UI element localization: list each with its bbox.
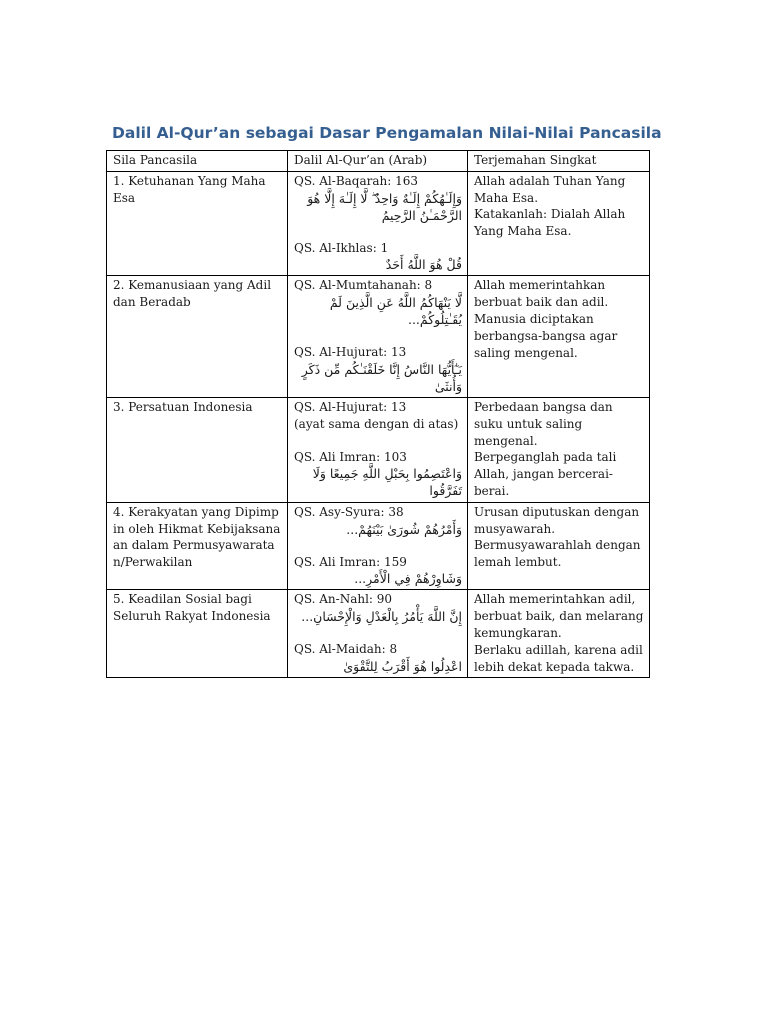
sila-cell: 1. Ketuhanan Yang Maha Esa: [107, 171, 288, 276]
verse-note: (ayat sama dengan di atas): [294, 416, 459, 431]
translation-text: Urusan diputuskan dengan musyawarah.: [474, 504, 640, 536]
sila-cell: 4. Kerakyatan yang Dipimpin oleh Hikmat Kebijaksanaan dalam Permusyawaratan/Perwakilan: [107, 502, 288, 590]
translation-text: Allah adalah Tuhan Yang Maha Esa.: [474, 173, 626, 205]
page-title: Dalil Al-Qur’an sebagai Dasar Pengamalan Nilai-Nilai Pancasila: [112, 124, 662, 142]
dalil-cell: [288, 502, 468, 590]
sila-cell: 3. Persatuan Indonesia: [107, 397, 288, 502]
arabic-verse: وَأَمْرُهُمْ شُورَىٰ بَيْنَهُمْ...: [346, 521, 462, 537]
arabic-verse: قُلْ هُوَ اللَّهُ أَحَدٌ: [385, 257, 462, 273]
translation-text: Katakanlah: Dialah Allah Yang Maha Esa.: [474, 207, 626, 239]
table-row: [107, 590, 650, 678]
translation-text: Allah memerintahkan berbuat baik dan adil.: [474, 278, 609, 310]
dalil-cell: [288, 590, 468, 678]
translation-text: Manusia diciptakan berbangsa-bangsa agar saling mengenal.: [474, 311, 618, 360]
verse-reference: QS. Ali Imran: 103: [294, 449, 407, 464]
header-sila: Sila Pancasila: [107, 151, 288, 172]
sila-cell: 5. Keadilan Sosial bagi Seluruh Rakyat Indonesia: [107, 590, 288, 678]
sila-cell: 2. Kemanusiaan yang Adil dan Beradab: [107, 276, 288, 398]
arabic-verse: وَإِلَـٰهُكُمْ إِلَـٰهٌ وَاحِدٌ ۖ لَّا إِلَـٰهَ إِلَّا هُوَ الرَّحْمَـٰنُ الرَّحِيمُ: [307, 190, 462, 223]
table-row: [107, 397, 650, 502]
dalil-cell: [288, 276, 468, 398]
dalil-cell: [288, 171, 468, 276]
table-header-row: [107, 151, 650, 172]
arabic-verse: إِنَّ اللَّهَ يَأْمُرُ بِالْعَدْلِ وَالْإِحْسَانِ...: [301, 609, 462, 625]
verse-reference: QS. Al-Maidah: 8: [294, 642, 398, 657]
header-dalil: Dalil Al-Qur’an (Arab): [288, 151, 468, 172]
translation-text: Allah memerintahkan adil, berbuat baik, dan melarang kemungkaran.: [474, 592, 644, 640]
terjemahan-cell: [468, 397, 650, 502]
verse-reference: QS. Al-Hujurat: 13: [294, 345, 407, 360]
table-row: [107, 502, 650, 590]
arabic-verse: لَّا يَنْهَاكُمُ اللَّهُ عَنِ الَّذِينَ لَمْ يُقَـٰتِلُوكُمْ...: [329, 295, 462, 328]
pancasila-table: [106, 150, 650, 678]
translation-text: Perbedaan bangsa dan suku untuk saling mengenal.: [474, 399, 613, 448]
translation-text: Berlaku adillah, karena adil lebih dekat kepada takwa.: [474, 642, 643, 674]
dalil-cell: [288, 397, 468, 502]
verse-reference: QS. Al-Ikhlas: 1: [294, 240, 389, 255]
terjemahan-cell: [468, 171, 650, 276]
header-terjemahan: Terjemahan Singkat: [468, 151, 650, 172]
table-row: [107, 171, 650, 276]
arabic-verse: وَاعْتَصِمُوا بِحَبْلِ اللَّهِ جَمِيعًا وَلَا تَفَرَّقُوا: [312, 466, 462, 499]
terjemahan-cell: [468, 590, 650, 678]
translation-text: Bermusyawarahlah dengan lemah lembut.: [474, 538, 641, 570]
terjemahan-cell: [468, 276, 650, 398]
table-row: [107, 276, 650, 398]
translation-text: Berpeganglah pada tali Allah, jangan bercerai-berai.: [474, 450, 617, 498]
verse-reference: QS. Asy-Syura: 38: [294, 504, 404, 519]
verse-reference: QS. Al-Hujurat: 13: [294, 399, 407, 414]
verse-reference: QS. Al-Baqarah: 163: [294, 173, 419, 188]
arabic-verse: وَشَاوِرْهُمْ فِي الْأَمْرِ...: [354, 571, 462, 587]
terjemahan-cell: [468, 502, 650, 590]
verse-reference: QS. Ali Imran: 159: [294, 554, 407, 569]
arabic-verse: يَـٰٓأَيُّهَا النَّاسُ إِنَّا خَلَقْنَـٰكُم مِّن ذَكَرٍ وَأُنثَىٰ: [301, 361, 462, 394]
arabic-verse: اعْدِلُوا هُوَ أَقْرَبُ لِلتَّقْوَىٰ: [343, 658, 462, 674]
verse-reference: QS. Al-Mumtahanah: 8: [294, 278, 433, 293]
verse-reference: QS. An-Nahl: 90: [294, 592, 393, 607]
